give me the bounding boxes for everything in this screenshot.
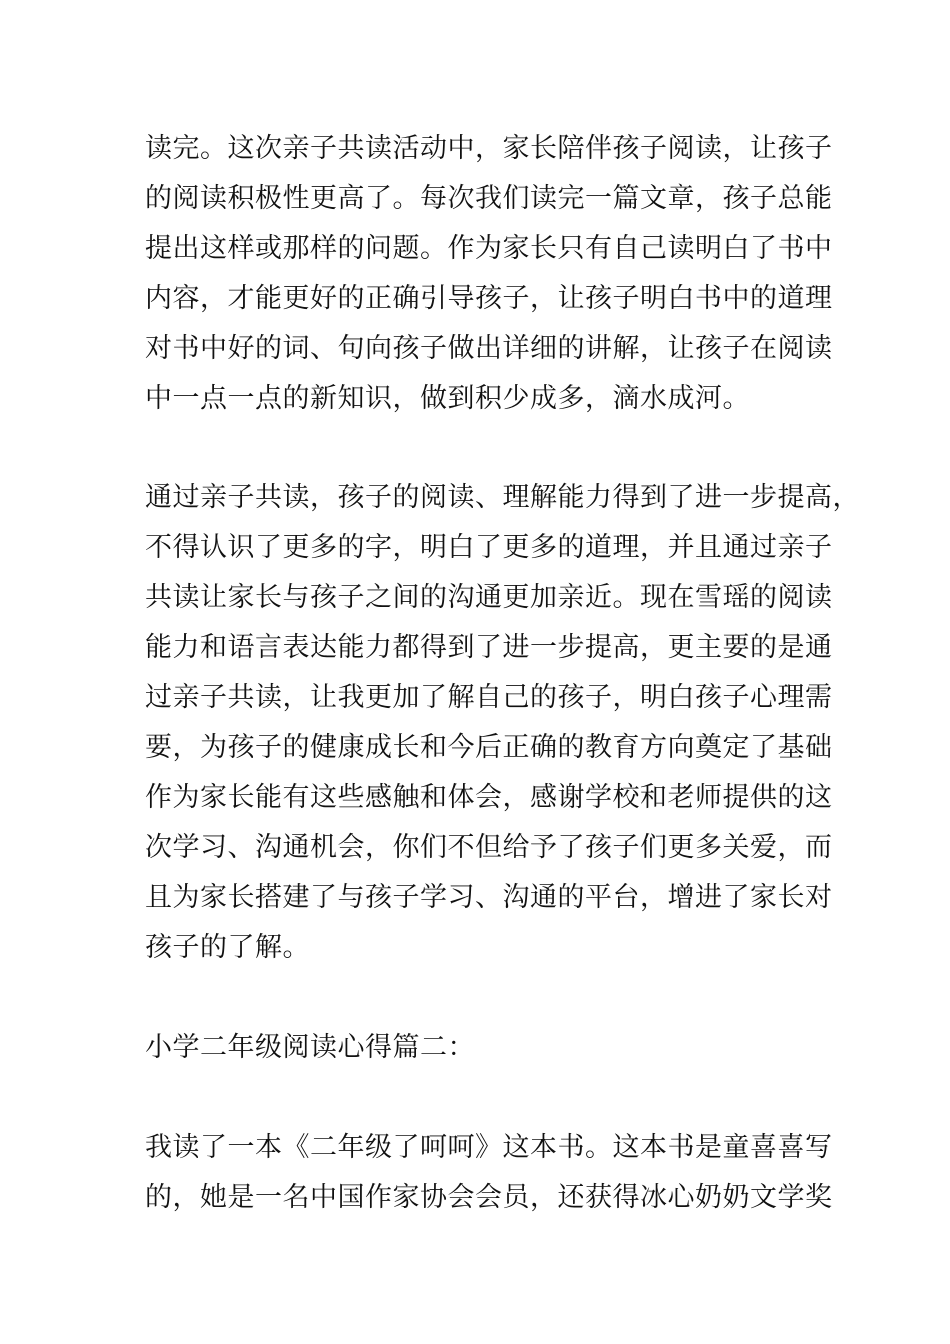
paragraph-line: 不得认识了更多的字，明白了更多的道理，并且通过亲子 [145, 532, 833, 563]
paragraph-line: 对书中好的词、句向孩子做出详细的讲解，让孩子在阅读 [145, 333, 833, 364]
paragraph-line: 通过亲子共读，孩子的阅读、理解能力得到了进一步提高， [145, 482, 860, 513]
paragraph-line: 且为家长搭建了与孩子学习、沟通的平台，增进了家长对 [145, 882, 833, 913]
paragraph-line: 能力和语言表达能力都得到了进一步提高，更主要的是通 [145, 632, 833, 663]
paragraph-line: 读完。这次亲子共读活动中，家长陪伴孩子阅读，让孩子 [145, 133, 833, 164]
paragraph-line: 要，为孩子的健康成长和今后正确的教育方向奠定了基础 [145, 732, 833, 763]
paragraph-line: 内容，才能更好的正确引导孩子，让孩子明白书中的道理 [145, 283, 833, 314]
paragraph-line: 次学习、沟通机会，你们不但给予了孩子们更多关爱，而 [145, 832, 833, 863]
paragraph-line: 的，她是一名中国作家协会会员，还获得冰心奶奶文学奖 [145, 1182, 833, 1213]
paragraph-line: 中一点一点的新知识，做到积少成多，滴水成河。 [145, 383, 750, 414]
paragraph-line: 孩子的了解。 [145, 932, 310, 963]
paragraph-line: 的阅读积极性更高了。每次我们读完一篇文章，孩子总能 [145, 183, 833, 214]
paragraph-line: 过亲子共读，让我更加了解自己的孩子，明白孩子心理需 [145, 682, 833, 713]
paragraph-line: 共读让家长与孩子之间的沟通更加亲近。现在雪瑶的阅读 [145, 582, 833, 613]
paragraph-line: 我读了一本《二年级了呵呵》这本书。这本书是童喜喜写 [145, 1132, 833, 1163]
paragraph-line: 提出这样或那样的问题。作为家长只有自己读明白了书中 [145, 233, 833, 264]
paragraph-line: 作为家长能有这些感触和体会，感谢学校和老师提供的这 [145, 782, 833, 813]
section-heading: 小学二年级阅读心得篇二： [145, 1032, 475, 1063]
